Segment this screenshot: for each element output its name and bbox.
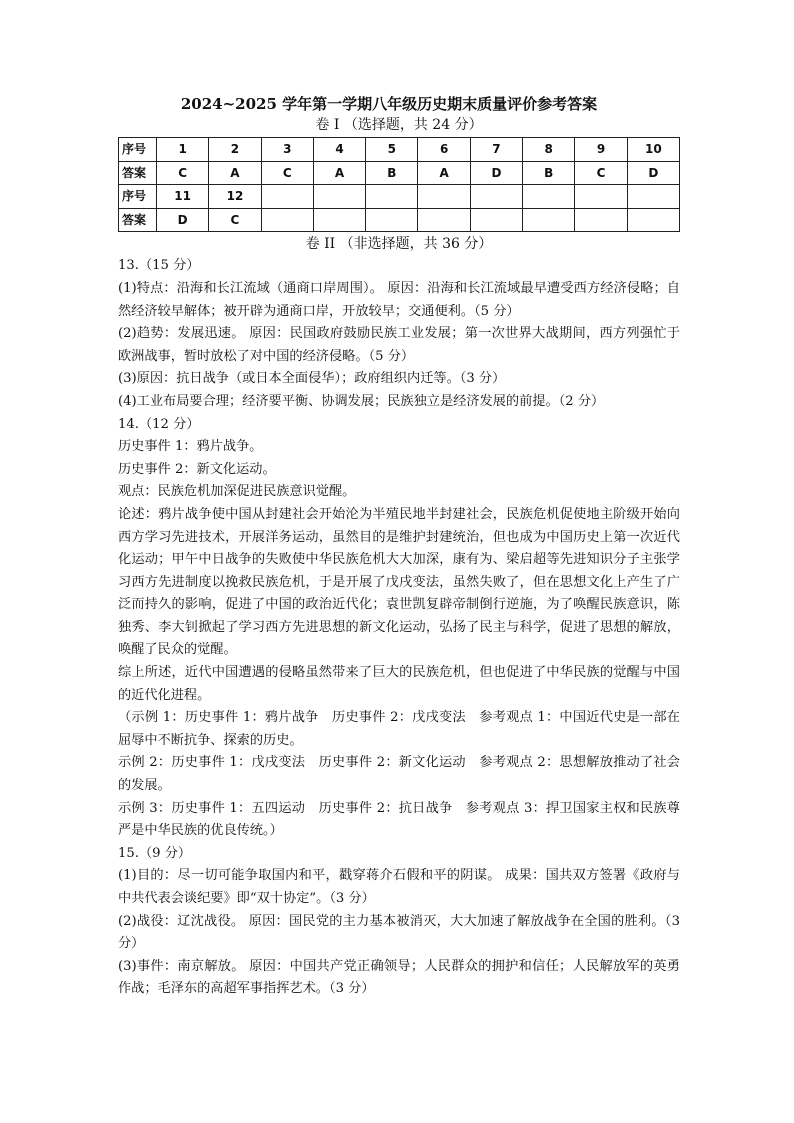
answer-table (118, 137, 680, 232)
answer-cell: B (366, 161, 418, 185)
part1-title: 卷 I （选择题，共 24 分） (315, 117, 483, 133)
row-head-answer: 答案 (119, 161, 157, 185)
empty-cell (261, 208, 313, 232)
question-heading: 13.（15 分） (118, 258, 200, 274)
answer-cell: C (209, 208, 261, 232)
answer-cell: D (627, 161, 679, 185)
empty-cell (366, 208, 418, 232)
table-row-answers-1 (119, 161, 680, 185)
question-number: 3 (261, 138, 313, 162)
example-paragraph: 示例 3：历史事件 1：五四运动 历史事件 2：抗日战争 参考观点 3：捍卫国家主权和民族尊严是中华民族的优良传统。） (118, 800, 680, 839)
answer-paragraph: 综上所述，近代中国遭遇的侵略虽然带来了巨大的民族危机，但也促进了中华民族的觉醒与中国的近代化进程。 (118, 665, 680, 703)
answer-cell: D (157, 208, 209, 232)
empty-cell (627, 185, 679, 209)
answer-paragraph: (4)工业布局要合理；经济要平衡、协调发展；民族独立是经济发展的前提。（2 分） (118, 393, 605, 409)
answer-cell: C (575, 161, 627, 185)
answer-paragraph: (1)目的：尽一切可能争取国内和平，戳穿蒋介石假和平的阴谋。 成果：国共双方签署《政府与中共代表会谈纪要》即“双十协定”。（3 分） (118, 868, 680, 906)
empty-cell (261, 185, 313, 209)
question-number: 8 (523, 138, 575, 162)
answer-cell: B (523, 161, 575, 185)
empty-cell (575, 185, 627, 209)
empty-cell (418, 185, 470, 209)
empty-cell (313, 208, 365, 232)
answer-cell: A (313, 161, 365, 185)
table-row-answers-2 (119, 208, 680, 232)
empty-cell (523, 185, 575, 209)
empty-cell (313, 185, 365, 209)
row-head-number: 序号 (119, 185, 157, 209)
question-number: 2 (209, 138, 261, 162)
answer-paragraph: 论述：鸦片战争使中国从封建社会开始沦为半殖民地半封建社会，民族危机促使地主阶级开始向西方学习先进技术，开展洋务运动，虽然目的是维护封建统治，但也成为中国历史上第一次近代化运动；甲午中日战争的失败使中华民族危机大大加深，康有为、梁启超等先进知识分子主张学习西方先进制度以挽救民族危机，于是开展了戊戌变法，虽然失败了，但在思想文化上产生了广泛而持久的影响，促进了中国的政治近代化；袁世凯复辟帝制倒行逆施，为了唤醒民族意识，陈独秀、李大钊掀起了学习西方先进思想的新文化运动，弘扬了民主与科学，促进了思想的解放，唤醒了民众的觉醒。 (118, 506, 680, 658)
answer-paragraph: 观点：民族危机加深促进民族意识觉醒。 (118, 484, 356, 500)
empty-cell (470, 185, 522, 209)
question-13 (118, 255, 680, 413)
question-number: 10 (627, 138, 679, 162)
empty-cell (523, 208, 575, 232)
answer-cell: D (470, 161, 522, 185)
answer-cell: A (209, 161, 261, 185)
example-paragraph: （示例 1：历史事件 1：鸦片战争 历史事件 2：戊戌变法 参考观点 1：中国近代史是一部在屈辱中不断抗争、探索的历史。 (118, 710, 680, 748)
answer-paragraph: (2)趋势：发展迅速。 原因：民国政府鼓励民族工业发展；第一次世界大战期间，西方列强忙于欧洲战事，暂时放松了对中国的经济侵略。（5 分） (118, 326, 680, 364)
question-number: 4 (313, 138, 365, 162)
question-number: 12 (209, 185, 261, 209)
question-number: 5 (366, 138, 418, 162)
empty-cell (470, 208, 522, 232)
table-row-numbers-2 (119, 185, 680, 209)
empty-cell (627, 208, 679, 232)
answer-paragraph: (2)战役：辽沈战役。 原因：国民党的主力基本被消灭，大大加速了解放战争在全国的胜利。（3 分） (118, 913, 680, 952)
question-number: 6 (418, 138, 470, 162)
question-heading: 14.（12 分） (118, 416, 200, 432)
question-15 (118, 843, 680, 1001)
example-paragraph: 示例 2：历史事件 1：戊戌变法 历史事件 2：新文化运动 参考观点 2：思想解放推动了社会的发展。 (118, 755, 680, 794)
question-number: 1 (157, 138, 209, 162)
question-14 (118, 414, 680, 843)
question-number: 11 (157, 185, 209, 209)
question-number: 9 (575, 138, 627, 162)
row-head-answer: 答案 (119, 208, 157, 232)
answer-cell: C (261, 161, 313, 185)
table-row-numbers-1 (119, 138, 680, 162)
empty-cell (366, 185, 418, 209)
answer-paragraph: (3)事件：南京解放。 原因：中国共产党正确领导；人民群众的拥护和信任；人民解放军的英勇作战；毛泽东的高超军事指挥艺术。（3 分） (118, 958, 680, 997)
answer-paragraph: 历史事件 1：鸦片战争。 (118, 439, 263, 455)
answer-cell: A (418, 161, 470, 185)
part2-title: 卷 II （非选择题，共 36 分） (305, 236, 493, 253)
answer-paragraph: (1)特点：沿海和长江流域（通商口岸周围）。 原因：沿海和长江流域最早遭受西方经济侵略；自然经济较早解体；被开辟为通商口岸，开放较早；交通便利。（5 分） (118, 280, 680, 319)
empty-cell (575, 208, 627, 232)
empty-cell (418, 208, 470, 232)
row-head-number: 序号 (119, 138, 157, 162)
question-heading: 15.（9 分） (118, 845, 192, 861)
answer-paragraph: 历史事件 2：新文化运动。 (118, 461, 276, 477)
page-title: 2024~2025 学年第一学期八年级历史期末质量评价参考答案 (180, 95, 598, 113)
answer-sheet (118, 94, 680, 1001)
answer-paragraph: (3)原因：抗日战争（或日本全面侵华）；政府组织内迁等。（3 分） (118, 371, 506, 387)
question-number: 7 (470, 138, 522, 162)
answer-cell: C (157, 161, 209, 185)
